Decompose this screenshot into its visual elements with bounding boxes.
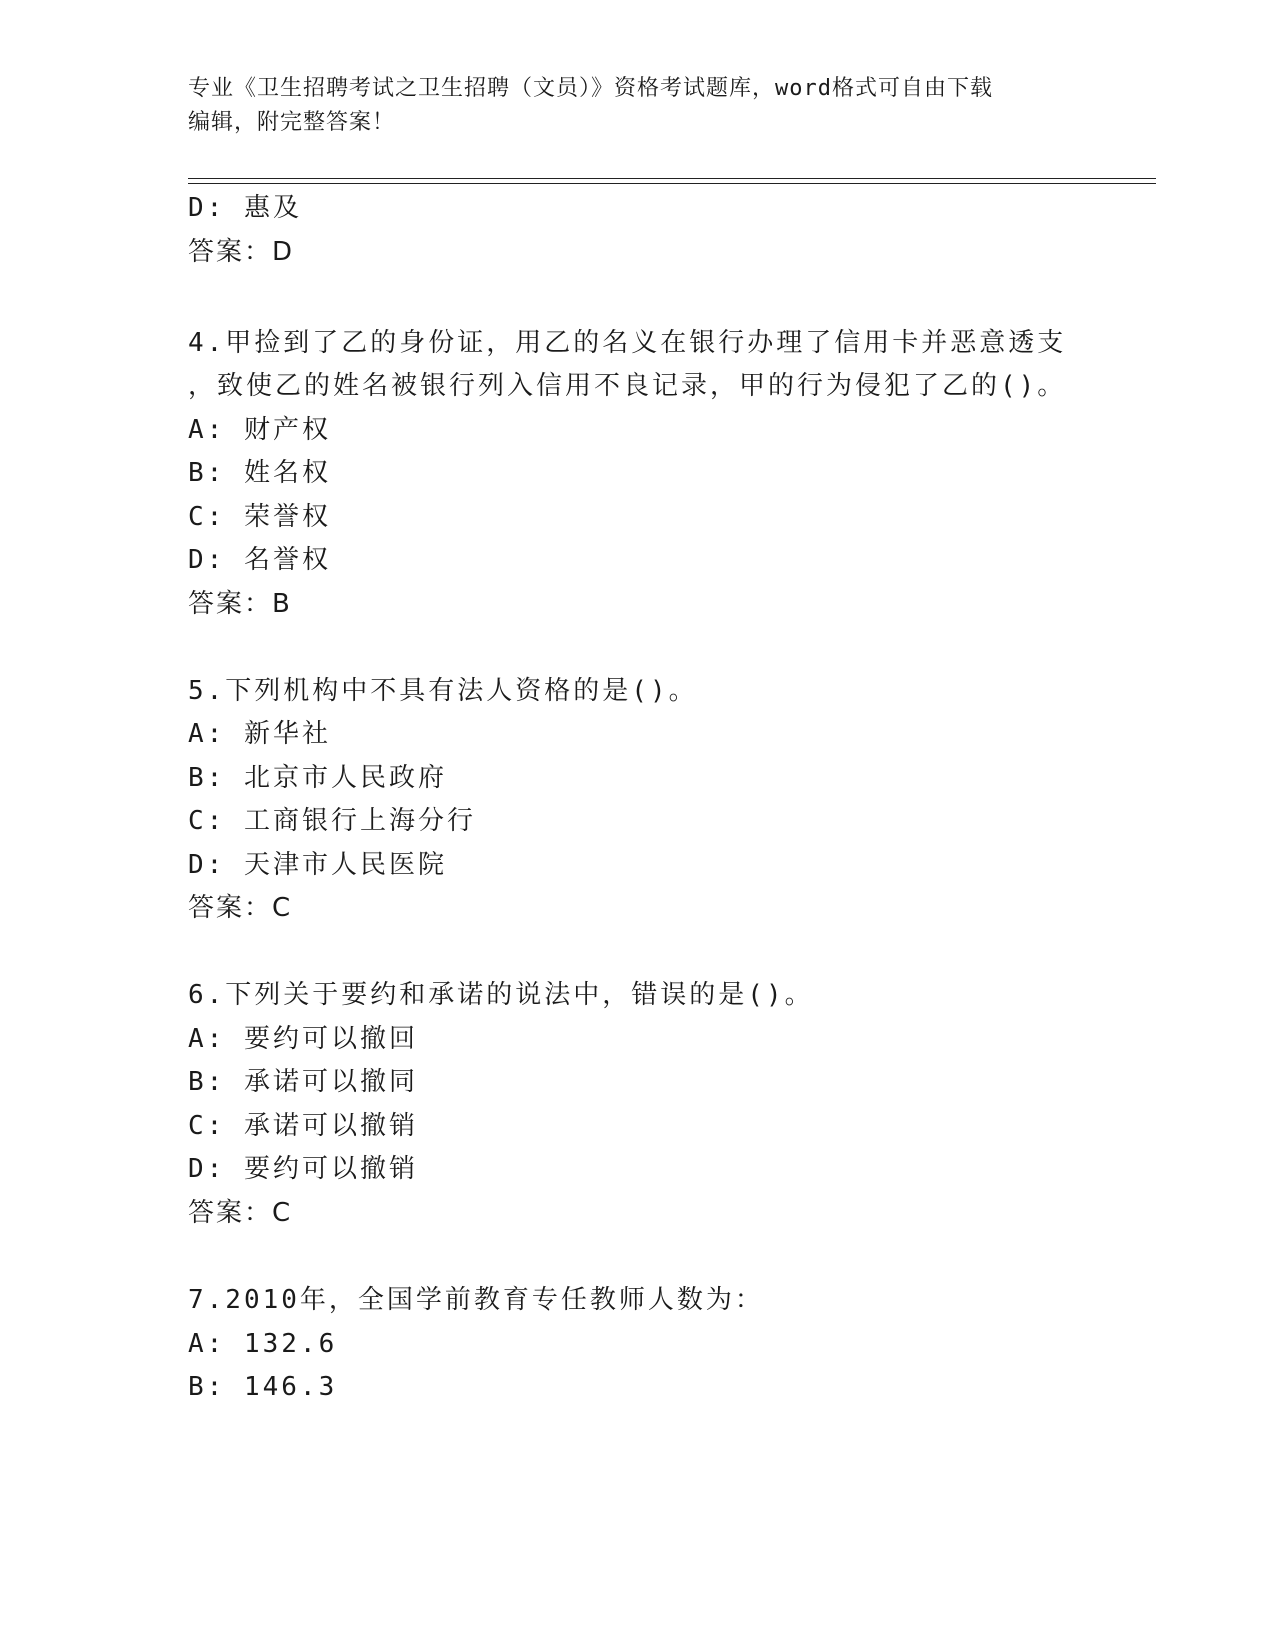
option-d-q4: D: 名誉权 — [188, 545, 331, 575]
option-b-q4: B: 姓名权 — [188, 458, 331, 488]
header-divider-top — [188, 178, 1156, 179]
document-header — [188, 72, 1088, 140]
question-4-line-2: ，致使乙的姓名被银行列入信用不良记录，甲的行为侵犯了乙的()。 — [188, 371, 1067, 401]
option-d-q5: D: 天津市人民医院 — [188, 850, 447, 880]
option-d-q3: D: 惠及 — [188, 193, 302, 223]
answer-q4: 答案：B — [188, 589, 292, 619]
option-a-q4: A: 财产权 — [188, 415, 331, 445]
option-c-q6: C: 承诺可以撤销 — [188, 1111, 418, 1141]
option-a-q5: A: 新华社 — [188, 719, 331, 749]
question-4-line-1: 4.甲捡到了乙的身份证，用乙的名义在银行办理了信用卡并恶意透支 — [188, 328, 1067, 358]
question-5: 5.下列机构中不具有法人资格的是()。 — [188, 676, 698, 706]
option-a-q6: A: 要约可以撤回 — [188, 1024, 418, 1054]
option-a-q7: A: 132.6 — [188, 1329, 338, 1359]
header-line-1: 专业《卫生招聘考试之卫生招聘（文员）》资格考试题库，word格式可自由下载 — [188, 76, 993, 101]
question-7: 7.2010年，全国学前教育专任教师人数为： — [188, 1285, 764, 1315]
option-b-q6: B: 承诺可以撤同 — [188, 1067, 418, 1097]
header-line-2: 编辑，附完整答案！ — [188, 110, 396, 135]
option-b-q7: B: 146.3 — [188, 1372, 338, 1402]
answer-q3: 答案：D — [188, 237, 295, 267]
question-6: 6.下列关于要约和承诺的说法中，错误的是()。 — [188, 980, 814, 1010]
answer-q6: 答案：C — [188, 1198, 293, 1228]
option-d-q6: D: 要约可以撤销 — [188, 1154, 418, 1184]
option-b-q5: B: 北京市人民政府 — [188, 763, 447, 793]
option-c-q5: C: 工商银行上海分行 — [188, 806, 476, 836]
header-divider-bottom — [188, 183, 1156, 184]
option-c-q4: C: 荣誉权 — [188, 502, 331, 532]
answer-q5: 答案：C — [188, 893, 293, 923]
